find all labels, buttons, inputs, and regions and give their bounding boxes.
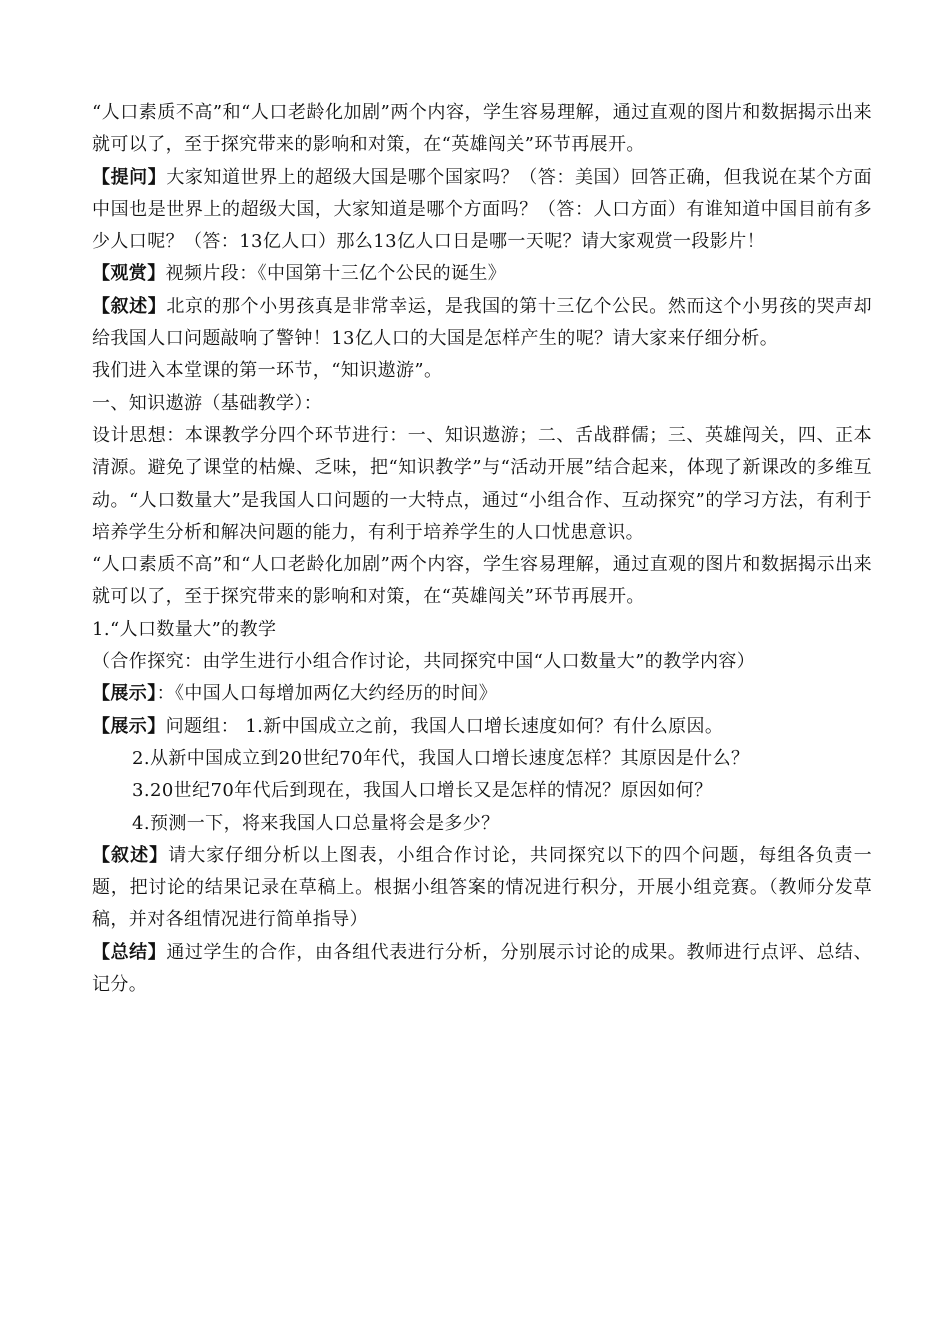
watch-text: 视频片段：《中国第十三亿个公民的诞生》 xyxy=(165,263,507,285)
subheading-population-size: 1.“人口数量大”的教学 xyxy=(92,618,277,640)
paragraph-summary-repeat: “人口素质不高”和“人口老龄化加剧”两个内容，学生容易理解，通过直观的图片和数据揭示出来就可以了，至于探究带来的影响和对策，在“英雄闯关”环节再展开。 xyxy=(92,554,872,608)
tag-narration: 【叙述】 xyxy=(92,844,169,866)
paragraph-design-idea: 设计思想：本课教学分四个环节进行：一、知识遨游；二、舌战群儒；三、英雄闯关，四、正本清源。避免了课堂的枯燥、乏味，把“知识教学”与“活动开展”结合起来，体现了新课改的多维互动。“人口数量大”是我国人口问题的一大特点，通过“小组合作、互动探究”的学习方法，有利于培养学生分析和解决问题的能力，有利于培养学生的人口忧患意识。 xyxy=(92,424,872,543)
summary-text: 通过学生的合作，由各组代表进行分析，分别展示讨论的成果。教师进行点评、总结、记分。 xyxy=(92,941,872,996)
display-text-2: 问题组： 1.新中国成立之前，我国人口增长速度如何？有什么原因。 xyxy=(165,715,724,737)
paragraph-summary xyxy=(92,937,872,1002)
tag-narration: 【叙述】 xyxy=(92,295,167,317)
paragraph-display-2 xyxy=(92,711,872,743)
paragraph-transition: 我们进入本堂课的第一环节，“知识遨游”。 xyxy=(92,360,443,382)
tag-question: 【提问】 xyxy=(92,166,167,188)
display-text-1: ：《中国人口每增加两亿大约经历的时间》 xyxy=(156,683,498,705)
narration-text-2: 请大家仔细分析以上图表，小组合作讨论，共同探究以下的四个问题，每组各负责一题，把讨论的结果记录在草稿上。根据小组答案的情况进行积分，开展小组竞赛。（教师分发草稿，并对各组情况进行简单指导） xyxy=(92,844,873,931)
paragraph-narration-2 xyxy=(92,840,872,937)
question-text: 大家知道世界上的超级大国是哪个国家吗？（答：美国）回答正确，但我说在某个方面中国也是世界上的超级大国，大家知道是哪个方面吗？（答：人口方面）有谁知道中国目前有多少人口呢？（答：13亿人口）那么13亿人口日是哪一天呢？请大家观赏一段影片！ xyxy=(92,166,872,253)
paragraph-narration-1 xyxy=(92,291,872,356)
document-body xyxy=(92,97,872,1001)
tag-display: 【展示】 xyxy=(92,683,157,705)
narration-text: 北京的那个小男孩真是非常幸运，是我国的第十三亿个公民。然而这个小男孩的哭声却给我国人口问题敲响了警钟！13亿人口的大国是怎样产生的呢？请大家来仔细分析。 xyxy=(92,295,872,350)
question-item-3: 3.20世纪70年代后到现在，我国人口增长又是怎样的情况？原因如何？ xyxy=(132,780,713,802)
paragraph-question xyxy=(92,162,872,259)
section-heading-knowledge: 一、知识遨游（基础教学）： xyxy=(92,392,323,414)
tag-display: 【展示】 xyxy=(92,715,166,737)
paragraph-display-1 xyxy=(92,678,872,710)
question-item-2: 2.从新中国成立到20世纪70年代，我国人口增长速度怎样？其原因是什么？ xyxy=(132,747,750,769)
paragraph-watch xyxy=(92,258,872,290)
tag-summary: 【总结】 xyxy=(92,941,167,963)
tag-watch: 【观赏】 xyxy=(92,263,166,285)
paragraph-intro-summary: “人口素质不高”和“人口老龄化加剧”两个内容，学生容易理解，通过直观的图片和数据揭示出来就可以了，至于探究带来的影响和对策，在“英雄闯关”环节再展开。 xyxy=(92,102,872,156)
paragraph-cooperative-inquiry: （合作探究：由学生进行小组合作讨论，共同探究中国“人口数量大”的教学内容） xyxy=(92,651,756,673)
question-item-4: 4.预测一下，将来我国人口总量将会是多少？ xyxy=(132,812,500,834)
